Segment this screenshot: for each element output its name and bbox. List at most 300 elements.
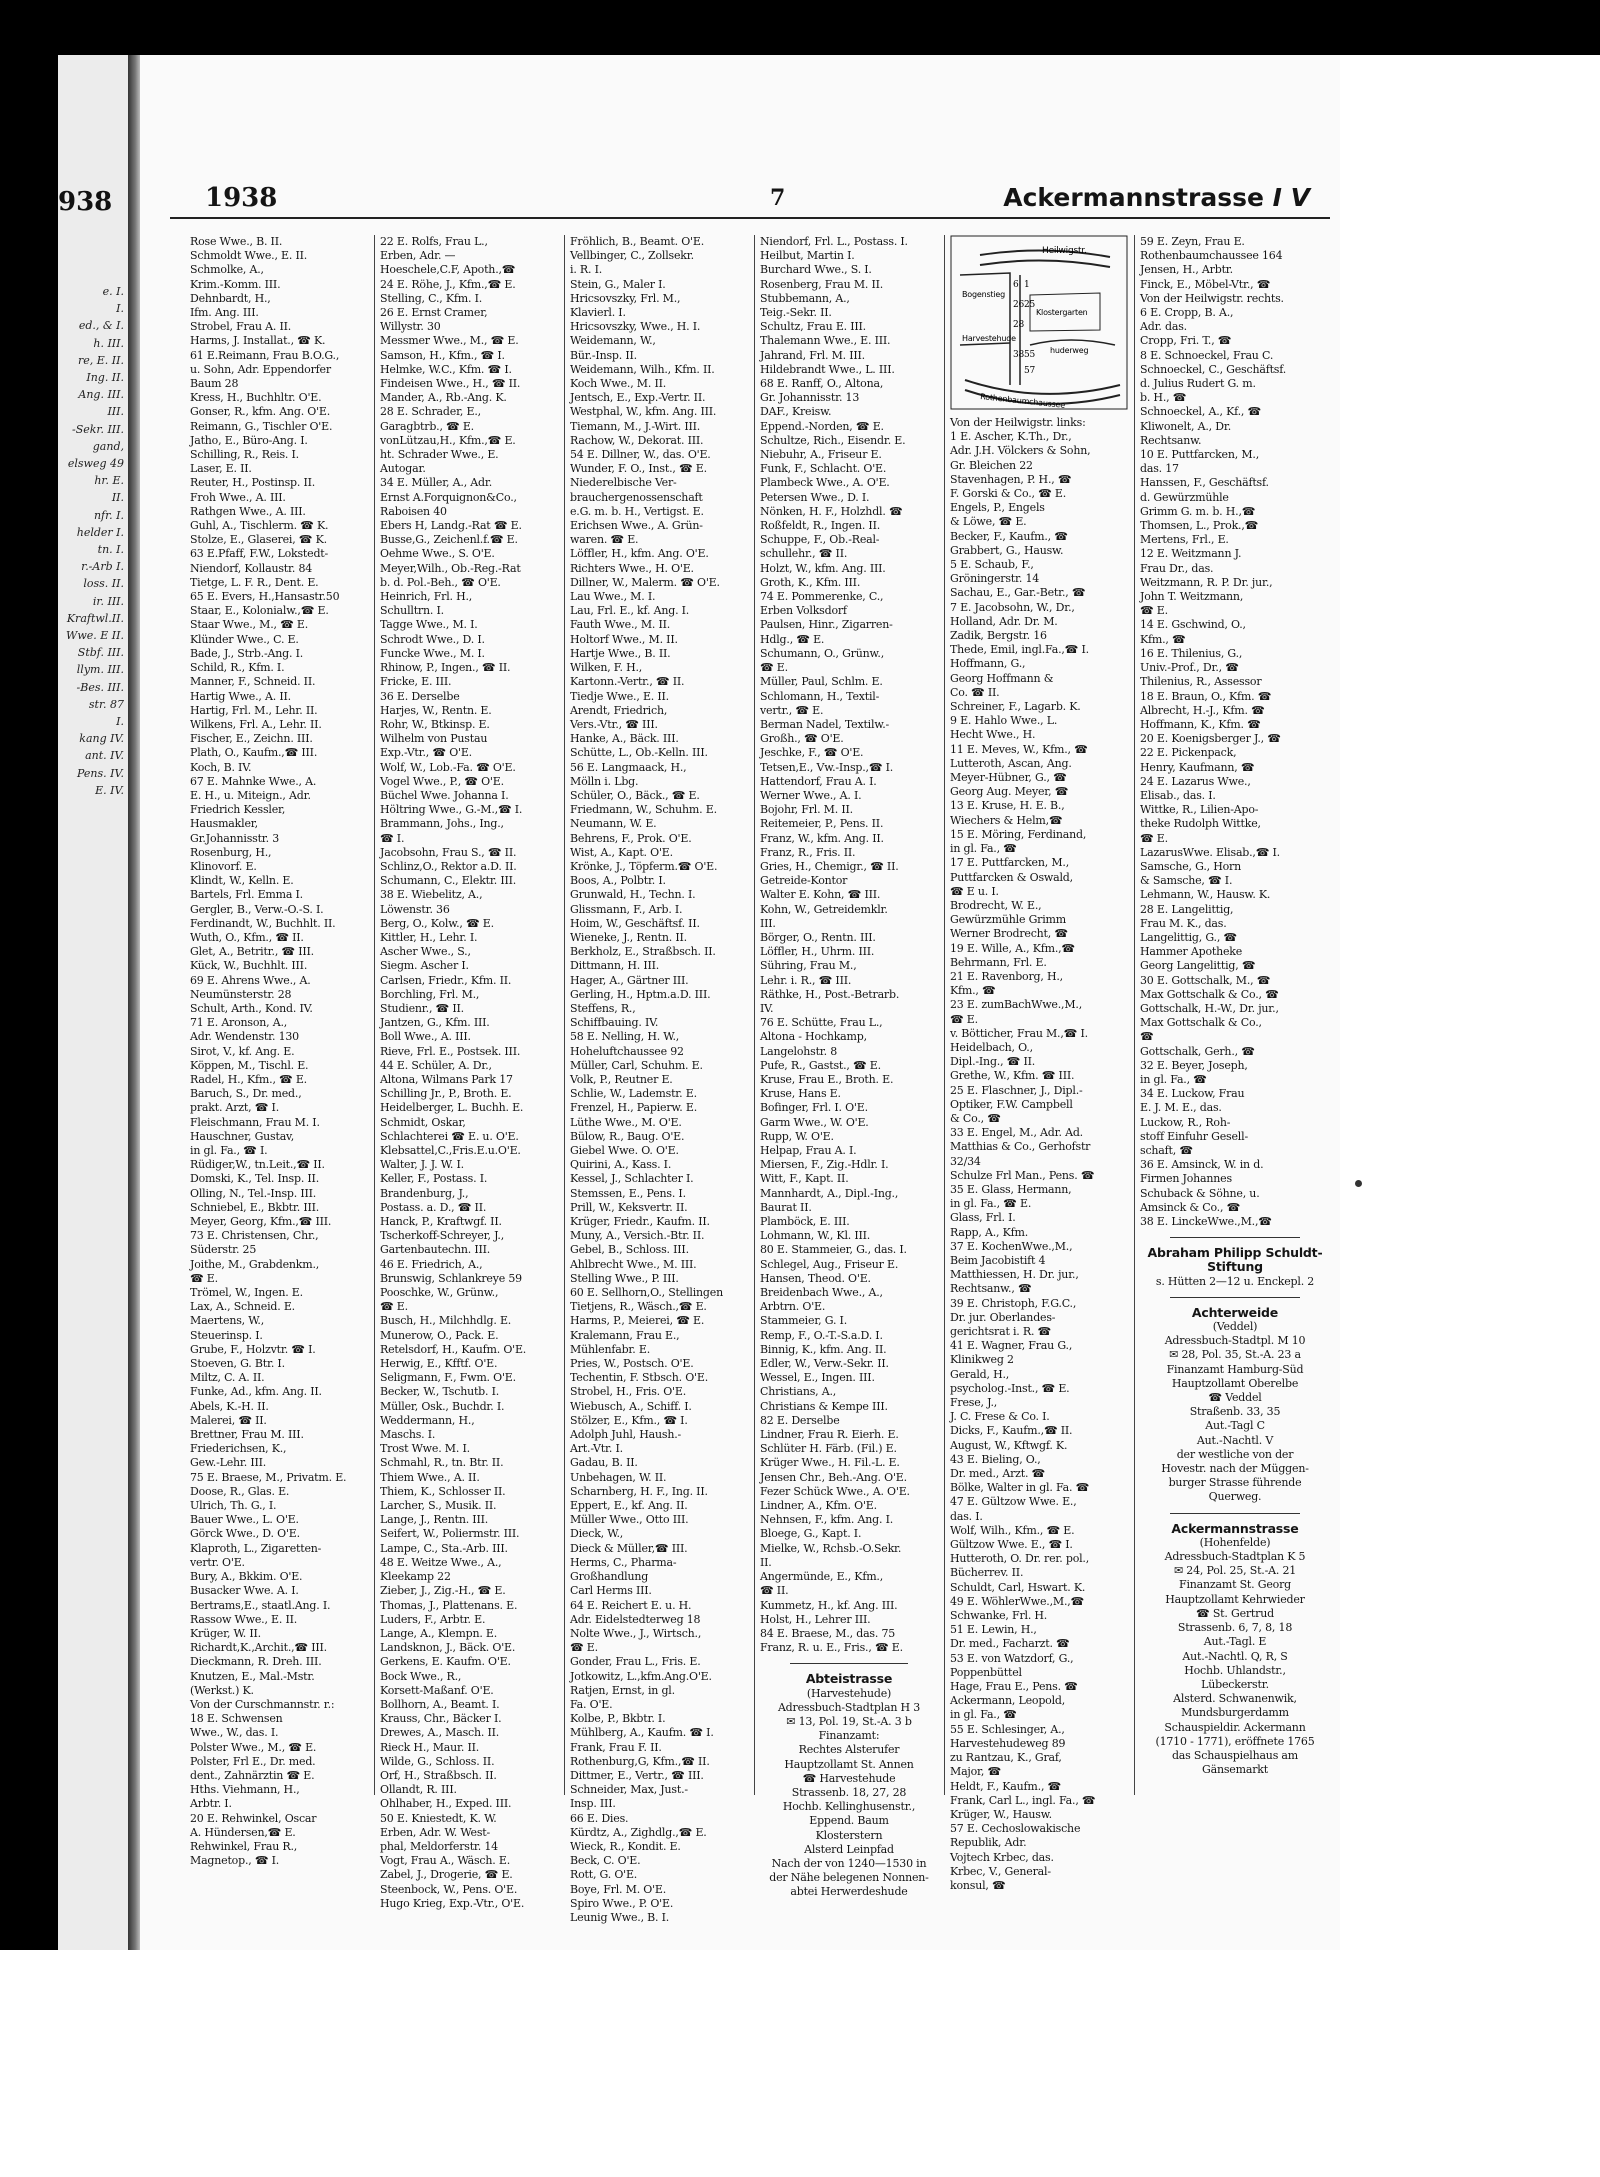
directory-entry-line: Busacker Wwe. A. I. — [190, 1584, 299, 1598]
facing-page-line: Kraftwl.II. — [66, 611, 124, 625]
directory-entry-line: Altona, Wilmans Park 17 — [380, 1072, 513, 1086]
directory-entry-line: Bloege, G., Kapt. I. — [760, 1527, 862, 1541]
directory-entry-line: Polster Wwe., M., ☎ E. — [190, 1740, 317, 1754]
directory-entry-line: & Co., ☎ — [950, 1111, 1001, 1125]
directory-entry-line: gerichtsrat i. R. ☎ — [950, 1325, 1052, 1338]
directory-entry-line: Polster, Frl E., Dr. med. — [190, 1754, 316, 1768]
directory-entry-line: Boye, Frl. M. O'E. — [570, 1882, 667, 1896]
directory-entry-line: 34 E. Müller, A., Adr. — [380, 476, 493, 490]
map-number: 26 — [1013, 300, 1025, 310]
directory-entry-line: Getreide-Kontor — [760, 874, 848, 888]
directory-entry-line: Rieve, Frl. E., Postsek. III. — [380, 1044, 521, 1058]
directory-entry-line: Helpap, Frau A. I. — [760, 1144, 857, 1157]
directory-entry-line: Ackermann, Leopold, — [950, 1694, 1066, 1708]
street-info-line: Lübeckerstr. — [1201, 1677, 1269, 1691]
directory-entry-line: Gerkens, E. Kaufm. O'E. — [380, 1655, 511, 1669]
directory-entry-line: Dieckmann, R. Dreh. III. — [190, 1655, 322, 1669]
directory-entry-line: Rathgen Wwe., A. III. — [190, 504, 306, 518]
street-info-line: Alsterd Leinpfad — [804, 1842, 894, 1856]
book-gutter — [128, 55, 140, 1965]
directory-entry-line: Christians & Kempe III. — [760, 1399, 888, 1413]
street-heading-ackermannstrasse: Ackermannstrasse — [1171, 1520, 1299, 1536]
directory-entry-line: Schumann, O., Grünw., — [760, 646, 884, 660]
directory-entry-line: Schnoeckel, A., Kf., ☎ — [1140, 405, 1261, 419]
directory-entry-line: Niebuhr, A., Friseur E. — [760, 448, 882, 462]
directory-entry-line: 61 E.Reimann, Frau B.O.G., — [190, 348, 340, 362]
directory-entry-line: Koch, B. IV. — [190, 760, 252, 774]
directory-entry-line: Grabbert, G., Hausw. — [950, 543, 1064, 557]
directory-entry-line: 50 E. Kniestedt, K. W. — [380, 1811, 497, 1825]
directory-entry-line: Gerald, H., — [950, 1367, 1010, 1381]
directory-entry-line: 7 E. Jacobsohn, W., Dr., — [950, 600, 1075, 614]
street-info-line: der westliche von der — [1176, 1447, 1294, 1461]
directory-entry-line: Hoffmann, G., — [950, 657, 1026, 671]
street-info-line: Hovestr. nach der Müggen- — [1161, 1462, 1309, 1476]
directory-entry-line: Lehmann, W., Hausw. K. — [1140, 888, 1271, 902]
directory-entry-line: Wiebusch, A., Schiff. I. — [570, 1399, 692, 1413]
directory-entry-line: Scharnberg, H. F., Ing. II. — [570, 1484, 708, 1498]
directory-entry-line: in gl. Fa., ☎ — [950, 842, 1017, 856]
facing-page-line: Ang. III. — [78, 388, 124, 402]
directory-entry-line: v. Bötticher, Frau M.,☎ I. — [950, 1026, 1088, 1040]
directory-entry-line: Seligmann, F., Fwm. O'E. — [380, 1371, 516, 1385]
facing-page-fragment — [58, 55, 128, 1965]
directory-entry-line: 23 E. zumBachWwe.,M., — [950, 998, 1082, 1012]
directory-entry-line: das. 17 — [1140, 462, 1179, 476]
directory-entry-line: DAF., Kreisw. — [760, 405, 832, 419]
directory-entry-line: Paulsen, Hinr., Zigarren- — [760, 618, 893, 632]
directory-entry-line: 74 E. Pommerenke, C., — [760, 590, 884, 604]
directory-entry-line: Domski, K., Tel. Insp. II. — [190, 1172, 320, 1186]
directory-entry-line: Lax, A., Schneid. E. — [190, 1300, 295, 1314]
directory-entry-line: Mühlenfabr. E. — [570, 1342, 650, 1356]
directory-entry-line: Dieck & Müller,☎ III. — [570, 1541, 688, 1555]
directory-entry-line: Binnig, K., kfm. Ang. II. — [760, 1342, 887, 1356]
directory-entry-line: Dr. med., Facharzt. ☎ — [950, 1637, 1070, 1651]
directory-entry-line: Cropp, Fri. T., ☎ — [1140, 334, 1232, 348]
directory-entry-line: Grunwald, H., Techn. I. — [570, 888, 696, 902]
directory-entry-line: Niederelbische Ver- — [570, 476, 677, 490]
directory-entry-line: 67 E. Mahnke Wwe., A. — [190, 774, 317, 788]
directory-entry-line: Franz, R. u. E., Fris., ☎ E. — [760, 1641, 903, 1655]
directory-entry-line: Thilenius, R., Assessor — [1140, 675, 1262, 689]
directory-entry-line: 47 E. Gültzow Wwe. E., — [950, 1495, 1077, 1509]
directory-entry-line: stoff Einfuhr Gesell- — [1140, 1129, 1248, 1143]
directory-entry-line: 28 E. Langelittig, — [1140, 902, 1234, 916]
directory-entry-line: Strobel, Frau A. II. — [190, 320, 292, 334]
directory-entry-line: Dr. jur. Oberlandes- — [950, 1310, 1056, 1324]
directory-entry-line: Heidelberger, L. Buchh. E. — [380, 1101, 524, 1115]
directory-entry-line: Holzt, W., kfm. Ang. III. — [760, 561, 886, 575]
directory-entry-line: Schilling Jr., P., Broth. E. — [380, 1087, 512, 1101]
directory-entry-line: Wuth, O., Kfm., ☎ II. — [190, 930, 304, 944]
directory-entry-line: Bertrams,E., staatl.Ang. I. — [190, 1598, 331, 1612]
directory-entry-line: 10 E. Puttfarcken, M., — [1140, 448, 1260, 462]
directory-entry-line: Dr. med., Arzt. ☎ — [950, 1467, 1046, 1481]
directory-entry-line: John T. Weitzmann, — [1140, 590, 1244, 604]
directory-entry-line: Rehwinkel, Frau R., — [190, 1839, 298, 1853]
directory-entry-line: Doose, R., Glas. E. — [190, 1484, 290, 1498]
directory-entry-line: Meyer-Hübner, G., ☎ — [950, 771, 1067, 785]
directory-entry-line: ☎ E. — [190, 1271, 218, 1285]
directory-entry-line: Ascher Wwe., S., — [380, 945, 471, 959]
directory-entry-line: 13 E. Kruse, H. E. B., — [950, 799, 1065, 813]
facing-page-line: e. I. — [102, 285, 124, 298]
directory-entry-line: Gonder, Frau L., Fris. E. — [570, 1655, 701, 1669]
directory-entry-line: Adr. Wendenstr. 130 — [190, 1030, 299, 1044]
directory-entry-line: & Samsche, ☎ I. — [1140, 874, 1233, 888]
directory-entry-line: Busse,G., Zeichenl.f.☎ E. — [380, 533, 518, 547]
directory-entry-line: Rothenburg,G, Kfm.,☎ II. — [570, 1754, 710, 1768]
directory-entry-line: Herms, C., Pharma- — [570, 1555, 677, 1569]
directory-entry-line: Lindner, Frau R. Eierh. E. — [760, 1428, 899, 1442]
directory-entry-line: Remp, F., O.-T.-S.a.D. I. — [760, 1328, 883, 1342]
directory-entry-line: 38 E. Wiebelitz, A., — [380, 888, 483, 902]
directory-entry-line: vertr., ☎ E. — [760, 703, 824, 717]
directory-entry-line: Krüger, W. II. — [190, 1626, 261, 1640]
directory-entry-line: Matthiessen, H. Dr. jur., — [950, 1268, 1079, 1282]
directory-entry-line: Burchard Wwe., S. I. — [760, 263, 872, 277]
directory-entry-line: Harms, P., Meierei, ☎ E. — [570, 1314, 705, 1328]
directory-entry-line: Schultze, Rich., Eisendr. E. — [760, 433, 906, 447]
directory-entry-line: 68 E. Ranff, O., Altona, — [760, 377, 884, 391]
directory-entry-line: ☎ I. — [380, 831, 405, 845]
directory-entry-line: in gl. Fa., ☎ — [950, 1708, 1017, 1722]
directory-entry-line: Schlachterei ☎ E. u. O'E. — [380, 1129, 519, 1143]
directory-entry-line: Von der Heilwigstr. links: — [950, 416, 1086, 429]
directory-entry-line: Holtorf Wwe., M. II. — [570, 632, 678, 646]
street-info-line: Strassenb. 18, 27, 28 — [791, 1785, 907, 1799]
directory-entry-line: b. H., ☎ — [1140, 391, 1187, 405]
directory-entry-line: Strobel, H., Fris. O'E. — [570, 1385, 686, 1399]
directory-entry-line: Frank, Frau F. II. — [570, 1740, 662, 1754]
directory-entry-line: Becker, F., Kaufm., ☎ — [950, 529, 1068, 543]
directory-entry-line: Frau Dr., das. — [1140, 561, 1214, 575]
directory-entry-line: Dittmer, E., Vertr., ☎ III. — [570, 1768, 704, 1782]
directory-entry-line: 19 E. Wille, A., Kfm.,☎ — [950, 941, 1075, 955]
directory-entry-line: Wieneke, J., Rentn. II. — [570, 930, 687, 944]
directory-entry-line: Plath, O., Kaufm.,☎ III. — [190, 746, 318, 760]
directory-entry-line: Krüger, W., Hausw. — [950, 1807, 1052, 1821]
directory-entry-line: Kohn, W., Getreidemklr. — [760, 902, 888, 916]
directory-entry-line: Klinikweg 2 — [950, 1353, 1014, 1367]
directory-entry-line: Kleekamp 22 — [380, 1570, 451, 1584]
directory-entry-line: 44 E. Schüler, A. Dr., — [380, 1058, 492, 1072]
directory-entry-line: Arbtr. I. — [190, 1797, 232, 1811]
directory-entry-line: Laser, E. II. — [190, 462, 252, 476]
directory-entry-line: Georg Hoffmann & — [950, 671, 1054, 685]
directory-entry-line: Major, ☎ — [950, 1765, 1001, 1779]
directory-entry-line: 17 E. Puttfarcken, M., — [950, 856, 1070, 870]
directory-entry-line: in gl. Fa., ☎ — [1140, 1072, 1207, 1086]
directory-entry-line: Funk, F., Schlacht. O'E. — [760, 462, 887, 476]
street-info-line: Aut.-Nachtl. Q, R, S — [1182, 1649, 1288, 1663]
directory-entry-line: vonLützau,H., Kfm.,☎ E. — [380, 433, 516, 447]
street-district: (Hohenfelde) — [1199, 1535, 1271, 1549]
directory-entry-line: Plamböck, E. III. — [760, 1215, 850, 1229]
directory-entry-line: Dillner, W., Malerm. ☎ O'E. — [570, 575, 720, 589]
directory-entry-line: Brunswig, Schlankreye 59 — [380, 1271, 522, 1285]
street-district: (Veddel) — [1212, 1320, 1258, 1334]
directory-entry-line: Oehme Wwe., S. O'E. — [380, 547, 495, 561]
directory-entry-line: Steffens, R., — [570, 1001, 636, 1015]
directory-entry-line: konsul, ☎ — [950, 1878, 1006, 1892]
column-1 — [190, 235, 368, 1868]
directory-entry-line: Keller, F., Postass. I. — [380, 1172, 488, 1186]
directory-entry-line: Thomsen, L., Prok.,☎ — [1140, 519, 1259, 533]
directory-entry-line: Gergler, B., Verw.-O.-S. I. — [190, 902, 324, 916]
directory-entry-line: Hecht Wwe., H. — [950, 728, 1036, 742]
directory-entry-line: Behrens, F., Prok. O'E. — [570, 831, 692, 845]
directory-entry-line: Hanke, A., Bäck. III. — [570, 732, 679, 746]
directory-entry-line: Rosenburg, H., — [190, 845, 272, 859]
entry-columns — [190, 235, 1330, 1924]
directory-entry-line: Steuerinsp. I. — [190, 1328, 263, 1342]
directory-entry-line: Müller Wwe., Otto III. — [570, 1513, 689, 1527]
directory-entry-line: Vellbinger, C., Zollsekr. — [570, 249, 694, 263]
directory-entry-line: Vogt, Frau A., Wäsch. E. — [380, 1854, 510, 1868]
directory-entry-line: Kummetz, H., kf. Ang. III. — [760, 1598, 898, 1612]
directory-entry-line: Berman Nadel, Textilw.- — [760, 717, 890, 731]
directory-entry-line: Berg, O., Kolw., ☎ E. — [380, 916, 494, 930]
directory-entry-line: Grimm G. m. b. H.,☎ — [1140, 504, 1256, 518]
directory-entry-line: Dittmann, H. III. — [570, 959, 660, 973]
directory-entry-line: Engels, P., Engels — [950, 501, 1045, 515]
directory-entry-line: 54 E. Dillner, W., das. O'E. — [570, 448, 711, 462]
directory-entry-line: Walter, J. J. W. I. — [380, 1158, 464, 1172]
directory-entry-line: Hutteroth, O. Dr. rer. pol., — [950, 1552, 1090, 1566]
directory-entry-line: Kress, H., Buchhltr. O'E. — [190, 391, 322, 405]
directory-entry-line: Lindner, A., Kfm. O'E. — [760, 1499, 877, 1513]
directory-entry-line: Schultz, Frau E. III. — [760, 320, 866, 334]
directory-entry-line: e.G. m. b. H., Vertigst. E. — [570, 504, 704, 518]
directory-entry-line: Löffler, H., kfm. Ang. O'E. — [570, 547, 709, 561]
directory-entry-line: Behrmann, Frl. E. — [950, 955, 1047, 969]
directory-entry-line: Busch, H., Milchhdlg. E. — [380, 1314, 512, 1328]
facing-page-line: kang IV. — [79, 732, 124, 746]
directory-entry-line: Lutteroth, Ascan, Ang. — [950, 756, 1072, 770]
directory-entry-line: Schulze Frl Man., Pens. ☎ — [950, 1168, 1095, 1182]
directory-entry-line: Reitemeier, P., Pens. II. — [760, 817, 884, 831]
directory-entry-line: 59 E. Zeyn, Frau E. — [1140, 235, 1245, 248]
directory-entry-line: Groth, K., Kfm. III. — [760, 575, 861, 589]
directory-entry-line: Schmoldt Wwe., E. II. — [190, 249, 308, 263]
directory-entry-line: Pooschke, W., Grünw., — [380, 1286, 499, 1300]
directory-entry-line: Kfm., ☎ — [1140, 632, 1186, 646]
street-info-line: Hauptzollamt Oberelbe — [1171, 1376, 1299, 1390]
directory-entry-line: Richters Wwe., H. O'E. — [570, 561, 694, 575]
directory-entry-line: Krauss, Chr., Bäcker I. — [380, 1712, 502, 1726]
directory-entry-line: Müller, Paul, Schlm. E. — [760, 675, 883, 689]
directory-entry-line: Werner Wwe., A. I. — [760, 788, 862, 802]
facing-page-line: I. — [116, 715, 124, 729]
directory-entry-line: Jantzen, G., Kfm. III. — [380, 1016, 490, 1030]
directory-entry-line: Börger, O., Rentn. III. — [760, 930, 876, 944]
directory-entry-line: Räthke, H., Post.-Betrarb. — [760, 987, 900, 1001]
directory-entry-line: Hoffmann, K., Kfm. ☎ — [1140, 717, 1261, 731]
directory-entry-line: Jentsch, E., Exp.-Vertr. II. — [570, 391, 706, 405]
directory-entry-line: Carlsen, Friedr., Kfm. II. — [380, 973, 512, 987]
directory-entry-line: Lange, J., Rentn. III. — [380, 1513, 489, 1527]
directory-entry-line: Fauth Wwe., M. II. — [570, 618, 671, 632]
column-5 — [950, 235, 1128, 1892]
street-info-line: ✉ 24, Pol. 25, St.-A. 21 — [1173, 1564, 1297, 1578]
directory-entry-line: Niendorf, Kollaustr. 84 — [190, 561, 313, 575]
directory-entry-line: Miltz, C. A. II. — [190, 1371, 265, 1385]
directory-entry-line: Gottschalk, H.-W., Dr. jur., — [1140, 1001, 1279, 1015]
directory-entry-line: brauchergenossenschaft — [570, 490, 703, 504]
directory-entry-line: Bojohr, Frl. M. II. — [760, 803, 853, 817]
directory-entry-line: Hammer Apotheke — [1140, 945, 1243, 959]
directory-entry-line: Sühring, Frau M., — [760, 959, 857, 973]
directory-entry-line: Glass, Frl. I. — [950, 1211, 1016, 1225]
directory-entry-line: Reuter, H., Postinsp. II. — [190, 476, 316, 490]
directory-entry-line: Wiechers & Helm,☎ — [950, 813, 1063, 827]
directory-entry-line: Becker, W., Tschutb. I. — [380, 1385, 500, 1399]
directory-entry-line: Süderstr. 25 — [190, 1243, 257, 1257]
map-number: 57 — [1024, 366, 1036, 376]
directory-entry-line: Schrodt Wwe., D. I. — [380, 632, 485, 646]
directory-entry-line: Schmahl, R., tn. Btr. II. — [380, 1456, 504, 1470]
directory-entry-line: Staar, E., Kolonialw.,☎ E. — [190, 604, 329, 618]
directory-entry-line: Friedrich Kessler, — [190, 803, 286, 817]
directory-entry-line: Kruse, Frau E., Broth. E. — [760, 1072, 894, 1086]
directory-entry-line: Borchling, Frl. M., — [380, 987, 480, 1001]
directory-entry-line: Hattendorf, Frau A. I. — [760, 774, 877, 788]
street-info-line: Straßenb. 33, 35 — [1189, 1405, 1281, 1419]
directory-entry-line: 71 E. Aronson, A., — [190, 1016, 288, 1030]
directory-entry-line: Wieck, R., Kondit. E. — [570, 1839, 681, 1853]
directory-entry-line: Hdlg., ☎ E. — [760, 632, 825, 646]
directory-entry-line: Schult, Arth., Kond. IV. — [190, 1001, 313, 1015]
directory-entry-line: Stammeier, G. I. — [760, 1314, 847, 1328]
directory-entry-line: 57 E. Cechoslowakische — [950, 1822, 1081, 1836]
facing-page-line: III. — [107, 405, 124, 419]
directory-entry-line: Nehnsen, F., kfm. Ang. I. — [760, 1513, 894, 1527]
directory-entry-line: Bölke, Walter in gl. Fa. ☎ — [950, 1481, 1090, 1495]
directory-entry-line: Heldt, F., Kaufm., ☎ — [950, 1779, 1062, 1793]
street-info-line: Gänsemarkt — [1202, 1763, 1268, 1777]
directory-entry-line: Erben, Adr. — — [380, 249, 456, 263]
directory-entry-line: Spiro Wwe., P. O'E. — [570, 1896, 674, 1910]
directory-entry-line: Fröhlich, B., Beamt. O'E. — [570, 235, 705, 248]
directory-entry-line: Stolze, E., Glaserei, ☎ K. — [190, 533, 327, 547]
directory-entry-line: Schnoeckel, C., Geschäftsf. — [1140, 362, 1287, 376]
directory-entry-line: Hartig Wwe., A. II. — [190, 689, 291, 703]
directory-entry-line: Siegm. Ascher I. — [380, 959, 469, 973]
directory-entry-line: Exp.-Vtr., ☎ O'E. — [380, 746, 472, 760]
directory-entry-line: theke Rudolph Wittke, — [1140, 817, 1261, 831]
directory-entry-line: Hanck, P., Kraftwgf. II. — [380, 1215, 502, 1229]
directory-entry-line: Arbtrn. O'E. — [760, 1300, 826, 1314]
street-info-line: Aut.-Tagl C — [1205, 1419, 1265, 1433]
directory-entry-line: Henry, Kaufmann, ☎ — [1140, 760, 1255, 774]
map-label-bogenstieg: Bogenstieg — [962, 290, 1005, 299]
directory-entry-line: 53 E. von Watzdorf, G., — [950, 1651, 1074, 1665]
directory-entry-line: Gadau, B. II. — [570, 1456, 638, 1470]
street-info-line: Strassenb. 6, 7, 8, 18 — [1177, 1621, 1293, 1635]
directory-entry-line: Brammann, Johs., Ing., — [380, 817, 504, 831]
directory-entry-line: Baruch, S., Dr. med., — [190, 1087, 302, 1101]
directory-entry-line: 37 E. KochenWwe.,M., — [950, 1239, 1073, 1253]
directory-entry-line: LazarusWwe. Elisab.,☎ I. — [1140, 845, 1280, 859]
map-label-heilwigstr: Heilwigstr. — [1042, 246, 1087, 256]
directory-entry-line: ☎ E. — [760, 661, 788, 675]
directory-entry-line: Eppert, E., kf. Ang. II. — [570, 1499, 688, 1513]
directory-entry-line: Krüger Wwe., H. Fil.-L. E. — [760, 1456, 900, 1470]
directory-entry-line: Steenbock, W., Pens. O'E. — [380, 1882, 518, 1896]
street-info-line: Eppend. Baum — [809, 1814, 889, 1828]
directory-entry-line: Maertens, W., — [190, 1314, 265, 1328]
directory-entry-line: Meyer,Wilh., Ob.-Reg.-Rat — [380, 561, 521, 575]
directory-entry-line: 18 E. Schwensen — [190, 1712, 283, 1726]
directory-entry-line: Sirot, V., kf. Ang. E. — [190, 1044, 295, 1058]
directory-entry-line: Rhinow, P., Ingen., ☎ II. — [380, 661, 511, 675]
directory-entry-line: 8 E. Schnoeckel, Frau C. — [1140, 348, 1274, 362]
directory-entry-line: 30 E. Gottschalk, M., ☎ — [1140, 973, 1271, 987]
directory-entry-line: Mannhardt, A., Dipl.-Ing., — [760, 1186, 899, 1200]
directory-entry-line: Lange, A., Klempn. E. — [380, 1626, 498, 1640]
directory-entry-line: III. — [760, 916, 776, 930]
directory-entry-line: Mölln i. Lbg. — [570, 774, 639, 788]
street-info-line: Schauspieldir. Ackermann — [1164, 1720, 1306, 1734]
directory-entry-line: Beck, C. O'E. — [570, 1854, 641, 1868]
directory-entry-line: Plambeck Wwe., A. O'E. — [760, 476, 890, 490]
directory-entry-line: Wolf, W., Lob.-Fa. ☎ O'E. — [380, 760, 516, 774]
directory-entry-line: Rieck H., Maur. II. — [380, 1740, 480, 1754]
directory-entry-line: Postass. a. D., ☎ II. — [380, 1200, 487, 1214]
directory-entry-line: Erben, Adr. W. West- — [380, 1825, 491, 1839]
facing-page-line: h. III. — [93, 336, 124, 350]
directory-page — [140, 55, 1340, 1965]
directory-entry-line: Stölzer, E., Kfm., ☎ I. — [570, 1413, 688, 1427]
directory-entry-line: Köppen, M., Tischl. E. — [190, 1058, 309, 1072]
map-number: 28 — [1013, 320, 1025, 330]
facing-page-line: Wwe. E II. — [66, 629, 124, 643]
directory-entry-line: Ohlhaber, H., Exped. III. — [380, 1797, 512, 1811]
directory-entry-line: Tiemann, M., J.-Wirt. III. — [570, 419, 701, 433]
facing-page-line: Stbf. III. — [77, 646, 124, 660]
directory-entry-line: Helmke, W.C., Kfm. ☎ I. — [380, 362, 512, 376]
scan-bottom — [0, 1950, 1600, 2177]
directory-entry-line: Rassow Wwe., E. II. — [190, 1612, 298, 1626]
directory-entry-line: Lüthe Wwe., M. O'E. — [570, 1115, 682, 1129]
directory-entry-line: Jahrand, Frl. M. III. — [760, 348, 865, 362]
directory-entry-line: Wwe., W., das. I. — [190, 1726, 279, 1740]
directory-entry-line: Fischer, E., Zeichn. III. — [190, 732, 313, 746]
column-4-entries — [760, 235, 938, 1655]
directory-entry-line: ☎ E. — [1140, 831, 1168, 845]
directory-entry-line: 76 E. Schütte, Frau L., — [760, 1016, 883, 1030]
header-rule — [170, 217, 1330, 219]
directory-entry-line: Wilken, F. H., — [570, 661, 643, 675]
directory-entry-line: Ollandt, R. III. — [380, 1783, 457, 1797]
directory-entry-line: Retelsdorf, H., Kaufm. O'E. — [380, 1342, 527, 1356]
directory-entry-line: Dicks, F., Kaufm.,☎ II. — [950, 1424, 1073, 1438]
directory-entry-line: Löwenstr. 36 — [380, 902, 450, 916]
directory-entry-line: Eppend.-Norden, ☎ E. — [760, 419, 884, 433]
directory-entry-line: Schilling, R., Reis. I. — [190, 448, 299, 462]
directory-entry-line: Jotkowitz, L.,kfm.Ang.O'E. — [570, 1669, 712, 1683]
street-info-line: ✉ 13, Pol. 19, St.-A. 3 b — [786, 1714, 912, 1728]
directory-entry-line: schullehr., ☎ II. — [760, 547, 848, 561]
directory-entry-line: Wilhelm von Pustau — [380, 732, 488, 746]
directory-entry-line: Fezer Schück Wwe., A. O'E. — [760, 1484, 910, 1498]
directory-entry-line: Tietjens, R., Wäsch.,☎ E. — [570, 1300, 707, 1314]
directory-entry-line: ☎ E u. I. — [950, 884, 999, 898]
directory-entry-line: Grube, F., Holzvtr. ☎ I. — [190, 1342, 316, 1356]
directory-entry-line: Bülow, R., Baug. O'E. — [570, 1129, 685, 1143]
